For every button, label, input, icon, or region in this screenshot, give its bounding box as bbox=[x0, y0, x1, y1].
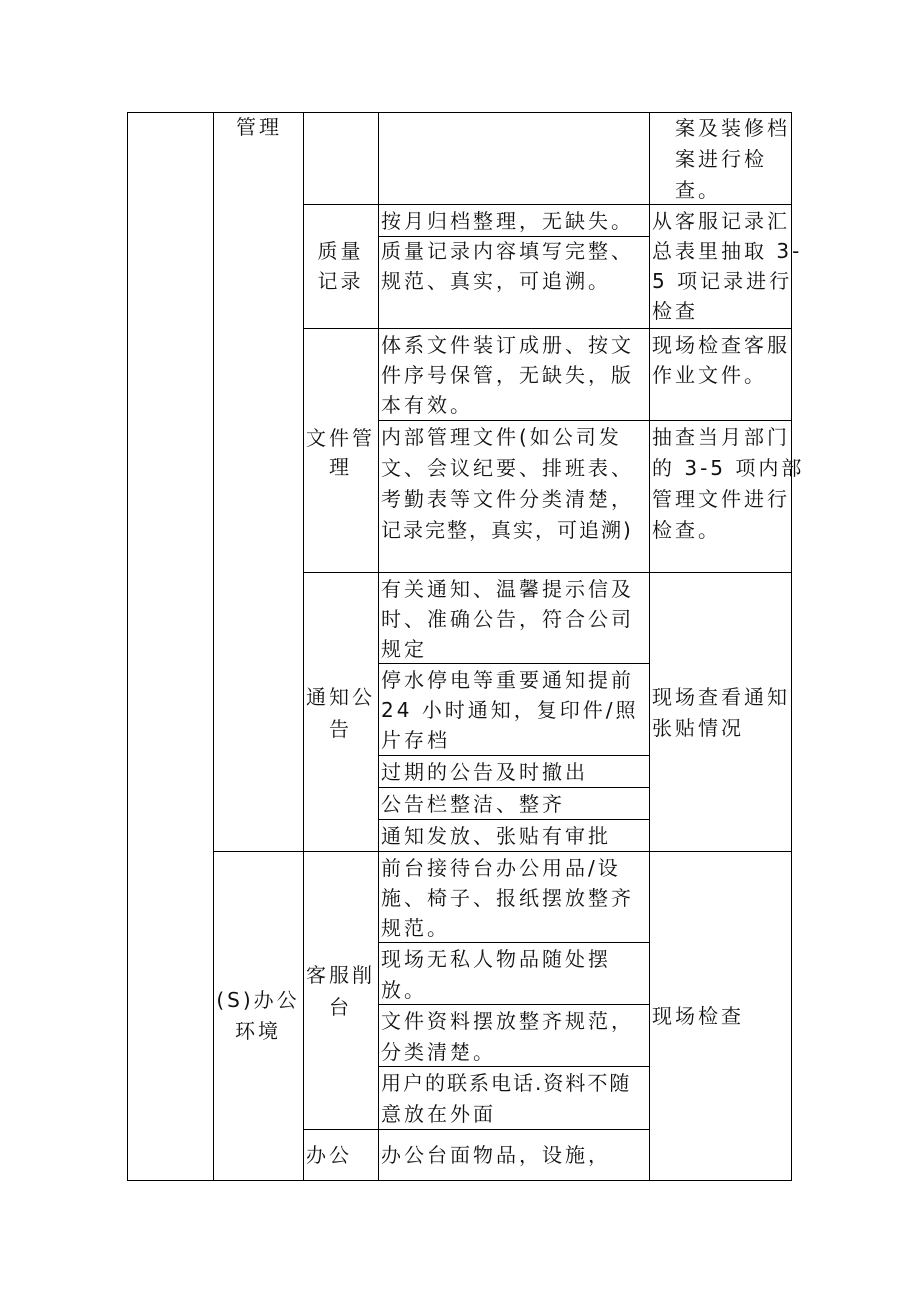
quality-records-item-line-2: 记录 bbox=[317, 269, 364, 293]
notice-standard-1-line-2: 时、准确公告，符合公司 bbox=[381, 607, 634, 631]
desk-standard-2-line-2: 放。 bbox=[381, 978, 427, 1002]
quality-records-item-line-1: 质量 bbox=[317, 239, 364, 263]
notice-standard-1-line-1: 有关通知、温馨提示信及 bbox=[381, 577, 634, 601]
row-divider-quality-end bbox=[303, 328, 792, 329]
notice-item-line-1: 通知公 bbox=[306, 685, 375, 709]
desk-method: 现场检查 bbox=[652, 1004, 744, 1028]
top-row-method-line-2: 案进行检 bbox=[675, 147, 767, 171]
quality-method-line-3: 5 项记录进行 bbox=[652, 269, 793, 293]
document-method-2-line-1: 抽查当月部门 bbox=[652, 425, 790, 449]
service-front-desk-item-line-2: 台 bbox=[329, 995, 352, 1019]
desk-standard-3-line-2: 分类清楚。 bbox=[381, 1040, 496, 1064]
desk-standard-1-line-3: 规范。 bbox=[381, 916, 450, 940]
notice-standard-2-line-1: 停水停电等重要通知提前 bbox=[381, 668, 634, 692]
desk-standard-2-line-1: 现场无私人物品随处摆 bbox=[381, 947, 611, 971]
quality-standard-line-2: 质量记录内容填写完整、 bbox=[381, 239, 634, 263]
quality-standard-line-1: 按月归档整理，无缺失。 bbox=[381, 209, 634, 233]
category-office-environment-line-1: (S)办公 bbox=[216, 988, 300, 1012]
row-divider-doc-end bbox=[303, 572, 792, 573]
top-row-method-line-3: 查。 bbox=[675, 178, 721, 202]
notice-standard-1-line-3: 规定 bbox=[381, 637, 427, 661]
column-divider-4 bbox=[649, 112, 650, 1181]
notice-standard-5: 通知发放、张贴有审批 bbox=[381, 824, 611, 848]
quality-method-line-2: 总表里抽取 3- bbox=[652, 239, 803, 263]
desk-standard-1-line-2: 施、椅子、报纸摆放整齐 bbox=[381, 886, 634, 910]
document-standard-2-line-2: 文、会议纪要、排班表、 bbox=[381, 456, 634, 480]
document-method-2-line-4: 检查。 bbox=[652, 518, 721, 542]
document-standard-1-line-1: 体系文件装订成册、按文 bbox=[381, 333, 634, 357]
notice-method-line-1: 现场查看通知 bbox=[652, 685, 790, 709]
table-border-bottom bbox=[127, 1180, 792, 1181]
desk-standard-3-line-1: 文件资料摆放整齐规范， bbox=[381, 1009, 634, 1033]
notice-method-line-2: 张贴情况 bbox=[652, 716, 744, 740]
document-standard-1-line-3: 本有效。 bbox=[381, 393, 473, 417]
column-divider-3 bbox=[378, 112, 379, 1181]
document-management-item-line-2: 理 bbox=[329, 455, 352, 479]
table-border-left bbox=[127, 112, 128, 1181]
document-management-item-line-1: 文件管 bbox=[306, 426, 375, 450]
category-management: 管理 bbox=[236, 115, 282, 139]
office-desk-item: 办公 bbox=[306, 1143, 352, 1167]
document-method-1-line-1: 现场检查客服 bbox=[652, 333, 790, 357]
notice-standard-3: 过期的公告及时撤出 bbox=[381, 760, 588, 784]
quality-method-line-4: 检查 bbox=[652, 299, 698, 323]
desk-standard-4-line-2: 意放在外面 bbox=[381, 1102, 496, 1126]
document-method-2-line-3: 管理文件进行 bbox=[652, 487, 790, 511]
service-front-desk-item-line-1: 客服削 bbox=[306, 963, 375, 987]
document-standard-2-line-3: 考勤表等文件分类清楚， bbox=[381, 487, 634, 511]
document-method-1-line-2: 作业文件。 bbox=[652, 363, 767, 387]
notice-item-line-2: 告 bbox=[329, 717, 352, 741]
desk-standard-1-line-1: 前台接待台办公用品/设 bbox=[381, 856, 621, 880]
document-standard-2-line-4: 记录完整，真实，可追溯) bbox=[381, 518, 633, 542]
quality-standard-line-3: 规范、真实，可追溯。 bbox=[381, 269, 611, 293]
notice-standard-4: 公告栏整洁、整齐 bbox=[381, 792, 565, 816]
quality-method-line-1: 从客服记录汇 bbox=[652, 209, 790, 233]
document-standard-2-line-1: 内部管理文件(如公司发 bbox=[381, 425, 622, 449]
notice-standard-2-line-2: 24 小时通知，复印件/照 bbox=[381, 698, 639, 722]
notice-standard-2-line-3: 片存档 bbox=[381, 728, 450, 752]
category-office-environment-line-2: 环境 bbox=[235, 1019, 281, 1043]
document-standard-1-line-2: 件序号保管，无缺失，版 bbox=[381, 363, 634, 387]
office-desk-standard: 办公台面物品，设施， bbox=[381, 1143, 611, 1167]
top-row-method-line-1: 案及装修档 bbox=[675, 116, 790, 140]
desk-standard-4-line-1: 用户的联系电话.资料不随 bbox=[381, 1071, 632, 1095]
document-method-2-line-2: 的 3-5 项内部 bbox=[652, 456, 805, 480]
